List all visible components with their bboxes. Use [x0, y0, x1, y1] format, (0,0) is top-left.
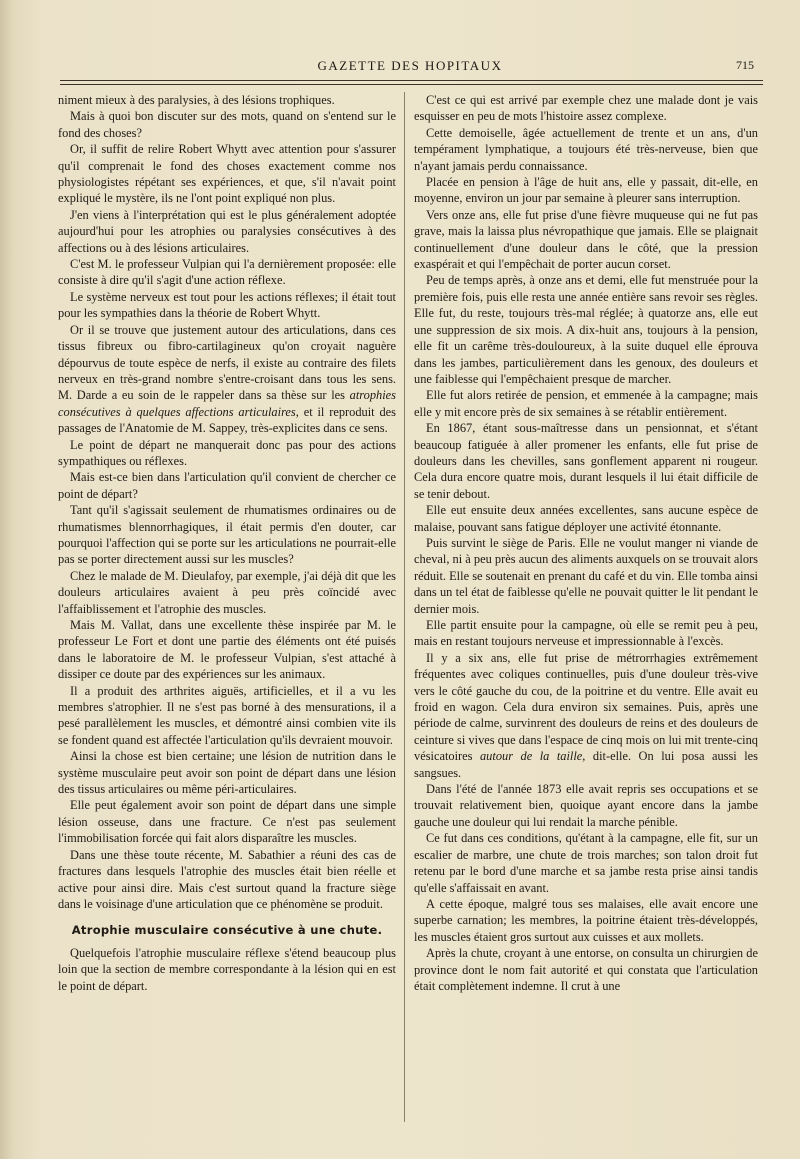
paragraph: Chez le malade de M. Dieulafoy, par exemple, j'ai déjà dit que les douleurs articulaires avaient à peu près coïncidé avec l'affaiblissement et l'atrophie des muscles. — [58, 568, 396, 616]
paragraph: Elle partit ensuite pour la campagne, où elle se remit peu à peu, mais en restant toujours nerveuse et impressionnable à l'excès. — [414, 618, 758, 649]
paragraph: Elle peut également avoir son point de départ dans une simple lésion osseuse, dans une fracture. Ce n'est pas seulement l'immobilisation forcée qui fait alors disparaître les muscles. — [58, 798, 396, 846]
right-column — [414, 92, 758, 994]
left-paragraphs-after — [58, 945, 396, 994]
paragraph: A cette époque, malgré tous ses malaises, elle avait encore une superbe carnation; les membres, la poitrine étaient très-développés, les muscles étaient gros surtout aux cuisses et aux mollets. — [414, 896, 758, 944]
paragraph: C'est M. le professeur Vulpian qui l'a dernièrement proposée: elle consiste à dire qu'il s'agit d'une action réflexe. — [58, 257, 396, 288]
paragraph: Peu de temps après, à onze ans et demi, elle fut menstruée pour la première fois, puis elle resta une année entière sans revoir ses règles. Elle fut, du reste, toujours très-mal réglée; à quatorze ans, elle eut une suppression de six mois. A dix-huit ans, toujours à la pension, elle fit un carême très-douloureux, à la suite duquel elle éprouva dans les jambes, particulièrement dans les genoux, des douleurs et une faiblesse qui l'empêchaient presque de marcher. — [414, 273, 758, 386]
paragraph: Vers onze ans, elle fut prise d'une fièvre muqueuse qui ne fut pas grave, mais la laissa plus névropathique que jamais. Elle se plaignait continuellement d'une douleur dans le côté, que la pression exaspérait et qui l'empêchait de porter aucun corset. — [414, 207, 758, 272]
paragraph: Mais est-ce bien dans l'articulation qu'il convient de chercher ce point de départ? — [58, 470, 396, 501]
paragraph-text: , dit-elle. On lui posa aussi les sangsues. — [414, 749, 758, 780]
paragraph: Placée en pension à l'âge de huit ans, elle y passait, dit-elle, en moyenne, environ un jour par semaine à pleurer sans interruption. — [414, 175, 758, 206]
paragraph: Après la chute, croyant à une entorse, on consulta un chirurgien de province dont le nom fait autorité et qui constata que l'articulation était complètement indemne. Il crut à une — [414, 946, 758, 993]
paragraph: Quelquefois l'atrophie musculaire réflexe s'étend beaucoup plus loin que la section de membre correspondante à la lésion qui en est le point de départ. — [58, 945, 396, 993]
paragraph — [58, 322, 396, 437]
paragraph — [414, 650, 758, 781]
page-number: 715 — [736, 58, 754, 72]
paragraph: J'en viens à l'interprétation qui est le plus généralement adoptée aujourd'hui pour les atrophies ou paralysies consécutives à des affections ou à des lésions articulaires. — [58, 207, 396, 255]
header-rule — [60, 80, 763, 85]
paragraph-text: Or il se trouve que justement autour des articulations, dans ces tissus fibreux ou fibro-cartilagineux qu'on croyait naguère dépourvus de toute espèce de nerfs, il existe au contraire des filets nerveux en très-grand nombre s'entre-croisant dans tous les sens. M. Darde a eu soin de le rappeler dans sa thèse sur les — [58, 322, 396, 403]
paragraph: Or, il suffit de relire Robert Whytt avec attention pour s'assurer qu'il comprenait le fond des choses exactement comme nos physiologistes répétant ses expériences, et que, s'il n'avait point expliqué le mystère, ils ne l'ont point expliqué non plus. — [58, 142, 396, 206]
paragraph: Ce fut dans ces conditions, qu'étant à la campagne, elle fit, sur un escalier de marbre, une chute de trois marches; son talon droit fut retenu par le bord d'une marche et sa jambe resta prise ainsi tandis qu'elle s'affaissait en avant. — [414, 831, 758, 895]
left-column — [58, 92, 396, 994]
italic-title: atrophies consécutives à quelques affections articulaires — [58, 388, 396, 419]
italic-title: autour de la taille — [479, 749, 583, 764]
page-header — [60, 58, 760, 78]
paragraph: En 1867, étant sous-maîtresse dans un pensionnat, et s'étant beaucoup fatiguée à aller promener les enfants, elle fut prise de douleurs dans les chevilles, sans gonflement apparent ni rougeur. Cela dura encore quatre mois, durant lesquels il lui était difficile de se tenir debout. — [414, 421, 758, 501]
paragraph: Ainsi la chose est bien certaine; une lésion de nutrition dans le système musculaire peut avoir son point de départ dans une lésion des tissus articulaires ou même péri-articulaires. — [58, 749, 396, 797]
left-paragraphs — [58, 92, 396, 912]
paragraph: niment mieux à des paralysies, à des lésions trophiques. — [58, 93, 335, 107]
paragraph: C'est ce qui est arrivé par exemple chez une malade dont je vais esquisser en peu de mots l'histoire assez complexe. — [414, 93, 758, 124]
paragraph: Le point de départ ne manquerait donc pas pour des actions sympathiques ou réflexes. — [58, 437, 396, 468]
paragraph-text: , et il reproduit des passages de l'Anatomie de M. Sappey, très-explicites dans ce sens. — [58, 404, 396, 436]
column-divider — [404, 92, 405, 1122]
paragraph: Dans l'été de l'année 1873 elle avait repris ses occupations et se trouvait relativement bien, quoique ayant encore dans la jambe gauche une douleur qui lui rendait la marche pénible. — [414, 782, 758, 829]
paragraph: Le système nerveux est tout pour les actions réflexes; il était tout pour les sympathies dans la théorie de Robert Whytt. — [58, 289, 396, 321]
paragraph: Dans une thèse toute récente, M. Sabathier a réuni des cas de fractures dans lesquels l'atrophie des muscles était bien réelle et active pour ainsi dire. Mais c'est surtout quand la fracture siège dans le voisinage d'une articulation que ce phénomène se produit. — [58, 847, 396, 911]
right-paragraphs — [414, 92, 758, 994]
paragraph: Elle eut ensuite deux années excellentes, sans aucune espèce de malaise, pouvant sans fatigue déployer une activité étonnante. — [414, 503, 758, 534]
section-subheading: Atrophie musculaire consécutive à une chute. — [71, 923, 383, 938]
paragraph: Mais à quoi bon discuter sur des mots, quand on s'entend sur le fond des choses? — [58, 109, 396, 140]
paragraph: Tant qu'il s'agissait seulement de rhumatismes ordinaires ou de rhumatismes blennorrhagiques, il était permis d'en douter, car pourquoi l'affection qui se porte sur les articulations ne pourrait-elle pas se porter directement aussi sur les muscles? — [58, 503, 396, 567]
paragraph: Elle fut alors retirée de pension, et emmenée à la campagne; mais elle y mit encore près de six semaines à se rétablir entièrement. — [414, 388, 758, 419]
paragraph: Cette demoiselle, âgée actuellement de trente et un ans, d'un tempérament lymphatique, a toujours été très-nerveuse, bien que n'ayant jamais perdu connaissance. — [414, 125, 758, 173]
paragraph-text: Il y a six ans, elle fut prise de métrorrhagies extrêmement fréquentes avec coliques continuelles, puis d'une douleur très-vive vers le côté gauche du cou, de la poitrine et du ventre. Elle avait eu froid en wagon. Cela dura environ six semaines. Puis, après une période de calme, survinrent des douleurs de reins et des douleurs de ceinture si vives que dans l'espace de cinq mois on lui mit trente-cinq vésicatoires — [414, 650, 758, 764]
journal-title: GAZETTE DES HOPITAUX — [317, 58, 503, 73]
paragraph: Puis survint le siège de Paris. Elle ne voulut manger ni viande de cheval, ni à peu près aucun des aliments auxquels on se trouvait alors réduit. Elle se soutenait en prenant du café et du vin. Elle tomba ainsi dans un tel état de faiblesse qu'elle ne pouvait quitter le lit pendant le dernier mois. — [414, 535, 758, 616]
paragraph: Mais M. Vallat, dans une excellente thèse inspirée par M. le professeur Le Fort et dont une partie des éléments ont été puisés dans le laboratoire de M. le professeur Vulpian, s'est attaché à dissiper ce doute par des expériences sur les animaux. — [58, 618, 396, 682]
paragraph: Il a produit des arthrites aiguës, artificielles, et il a vu les membres s'atrophier. Il ne s'est pas borné à des mensurations, il a pesé parallèlement les muscles, et démontré ainsi combien vite ils se fondent quand est affectée l'articulation qu'ils devraient mouvoir. — [58, 683, 396, 747]
